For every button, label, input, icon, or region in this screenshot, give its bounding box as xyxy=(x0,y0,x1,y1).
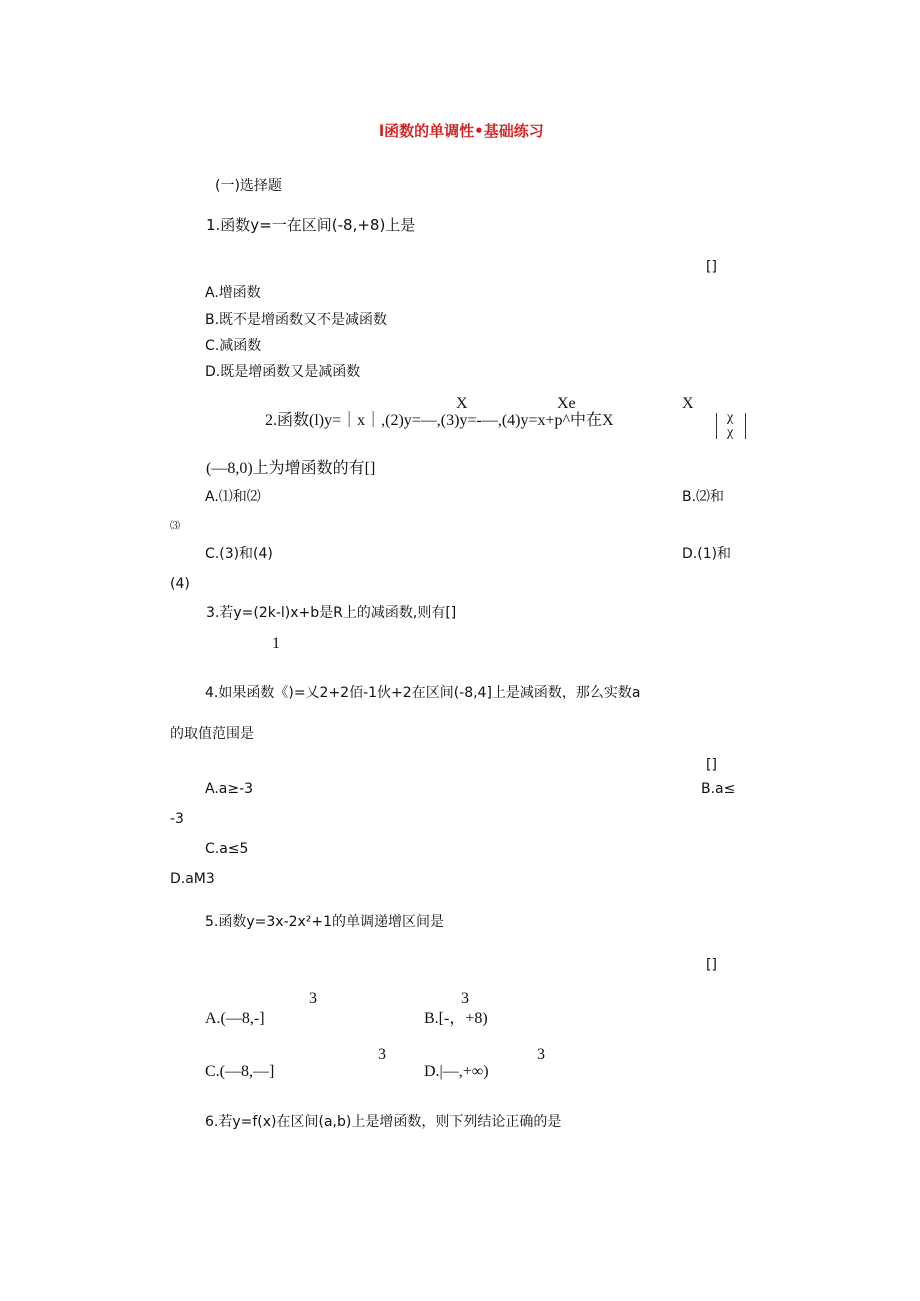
q2-superscript-xe: Xe xyxy=(557,395,576,412)
q2-absolute-fraction xyxy=(716,411,746,441)
q5-superscript-a: 3 xyxy=(309,990,317,1007)
q5-option-a: A.(—8,-] xyxy=(205,1010,265,1027)
page-title: l函数的单调性•基础练习 xyxy=(379,122,544,140)
q4-stem: 4.如果函数《)=乂2+2佰-1伙+2在区间(-8,4]上是减函数，那么实数a xyxy=(205,685,641,701)
q1-answer-bracket: [] xyxy=(706,259,717,275)
q5-option-b: B.[-，+8) xyxy=(424,1010,488,1027)
q4-option-d: D.aM3 xyxy=(170,871,215,887)
q2-option-a: A.⑴和⑵ xyxy=(205,489,261,505)
q4-answer-bracket: [] xyxy=(706,757,717,773)
q1-option-c: C.减函数 xyxy=(205,338,262,354)
q1-option-b: B.既不是增函数又不是减函数 xyxy=(205,312,388,328)
q2-fraction-denominator: χ xyxy=(727,425,734,440)
q6-stem: 6.若y=f(x)在区间(a,b)上是增函数，则下列结论正确的是 xyxy=(205,1114,562,1130)
q4-stem-continued: 的取值范围是 xyxy=(170,726,254,742)
q2-option-b: B.⑵和 xyxy=(682,489,725,505)
q2-superscript-x-right: X xyxy=(682,395,694,412)
q2-stem-continued: (—8,0)上为增函数的有[] xyxy=(206,460,376,477)
q5-option-c: C.(—8,—] xyxy=(205,1063,275,1080)
q4-option-b: B.a≤ xyxy=(701,781,736,797)
q5-superscript-c: 3 xyxy=(378,1046,386,1063)
q1-option-a: A.增函数 xyxy=(205,285,261,301)
q5-stem: 5.函数y=3x-2x²+1的单调递增区间是 xyxy=(205,914,445,930)
q5-answer-bracket: [] xyxy=(706,957,717,973)
q2-option-b-continued: ⑶ xyxy=(170,521,180,532)
q3-sub-number: 1 xyxy=(272,635,280,652)
q1-stem: 1.函数y=一在区间(-8,+8)上是 xyxy=(206,216,416,234)
q4-option-c: C.a≤5 xyxy=(205,841,249,857)
q1-option-d: D.既是增函数又是减函数 xyxy=(205,364,361,380)
section-heading: (一)选择题 xyxy=(215,178,282,194)
q2-superscript-x: X xyxy=(456,395,468,412)
q5-superscript-d: 3 xyxy=(537,1046,545,1063)
q2-stem: 2.函数(l)y=｜x｜,(2)y=—,(3)y=-—,(4)y=x+p^中在X xyxy=(265,412,614,429)
q2-fraction-numerator: χ xyxy=(727,410,734,425)
q4-option-b-continued: -3 xyxy=(170,811,184,827)
q5-superscript-b: 3 xyxy=(461,990,469,1007)
q2-option-c: C.(3)和(4) xyxy=(205,546,273,562)
q2-option-d-continued: (4) xyxy=(170,576,190,592)
q5-option-d: D.|—,+∞) xyxy=(424,1063,489,1080)
q3-stem: 3.若y=(2k-l)x+b是R上的减函数,则有[] xyxy=(206,605,457,621)
q4-option-a: A.a≥-3 xyxy=(205,781,254,797)
q2-option-d: D.(1)和 xyxy=(682,546,732,562)
